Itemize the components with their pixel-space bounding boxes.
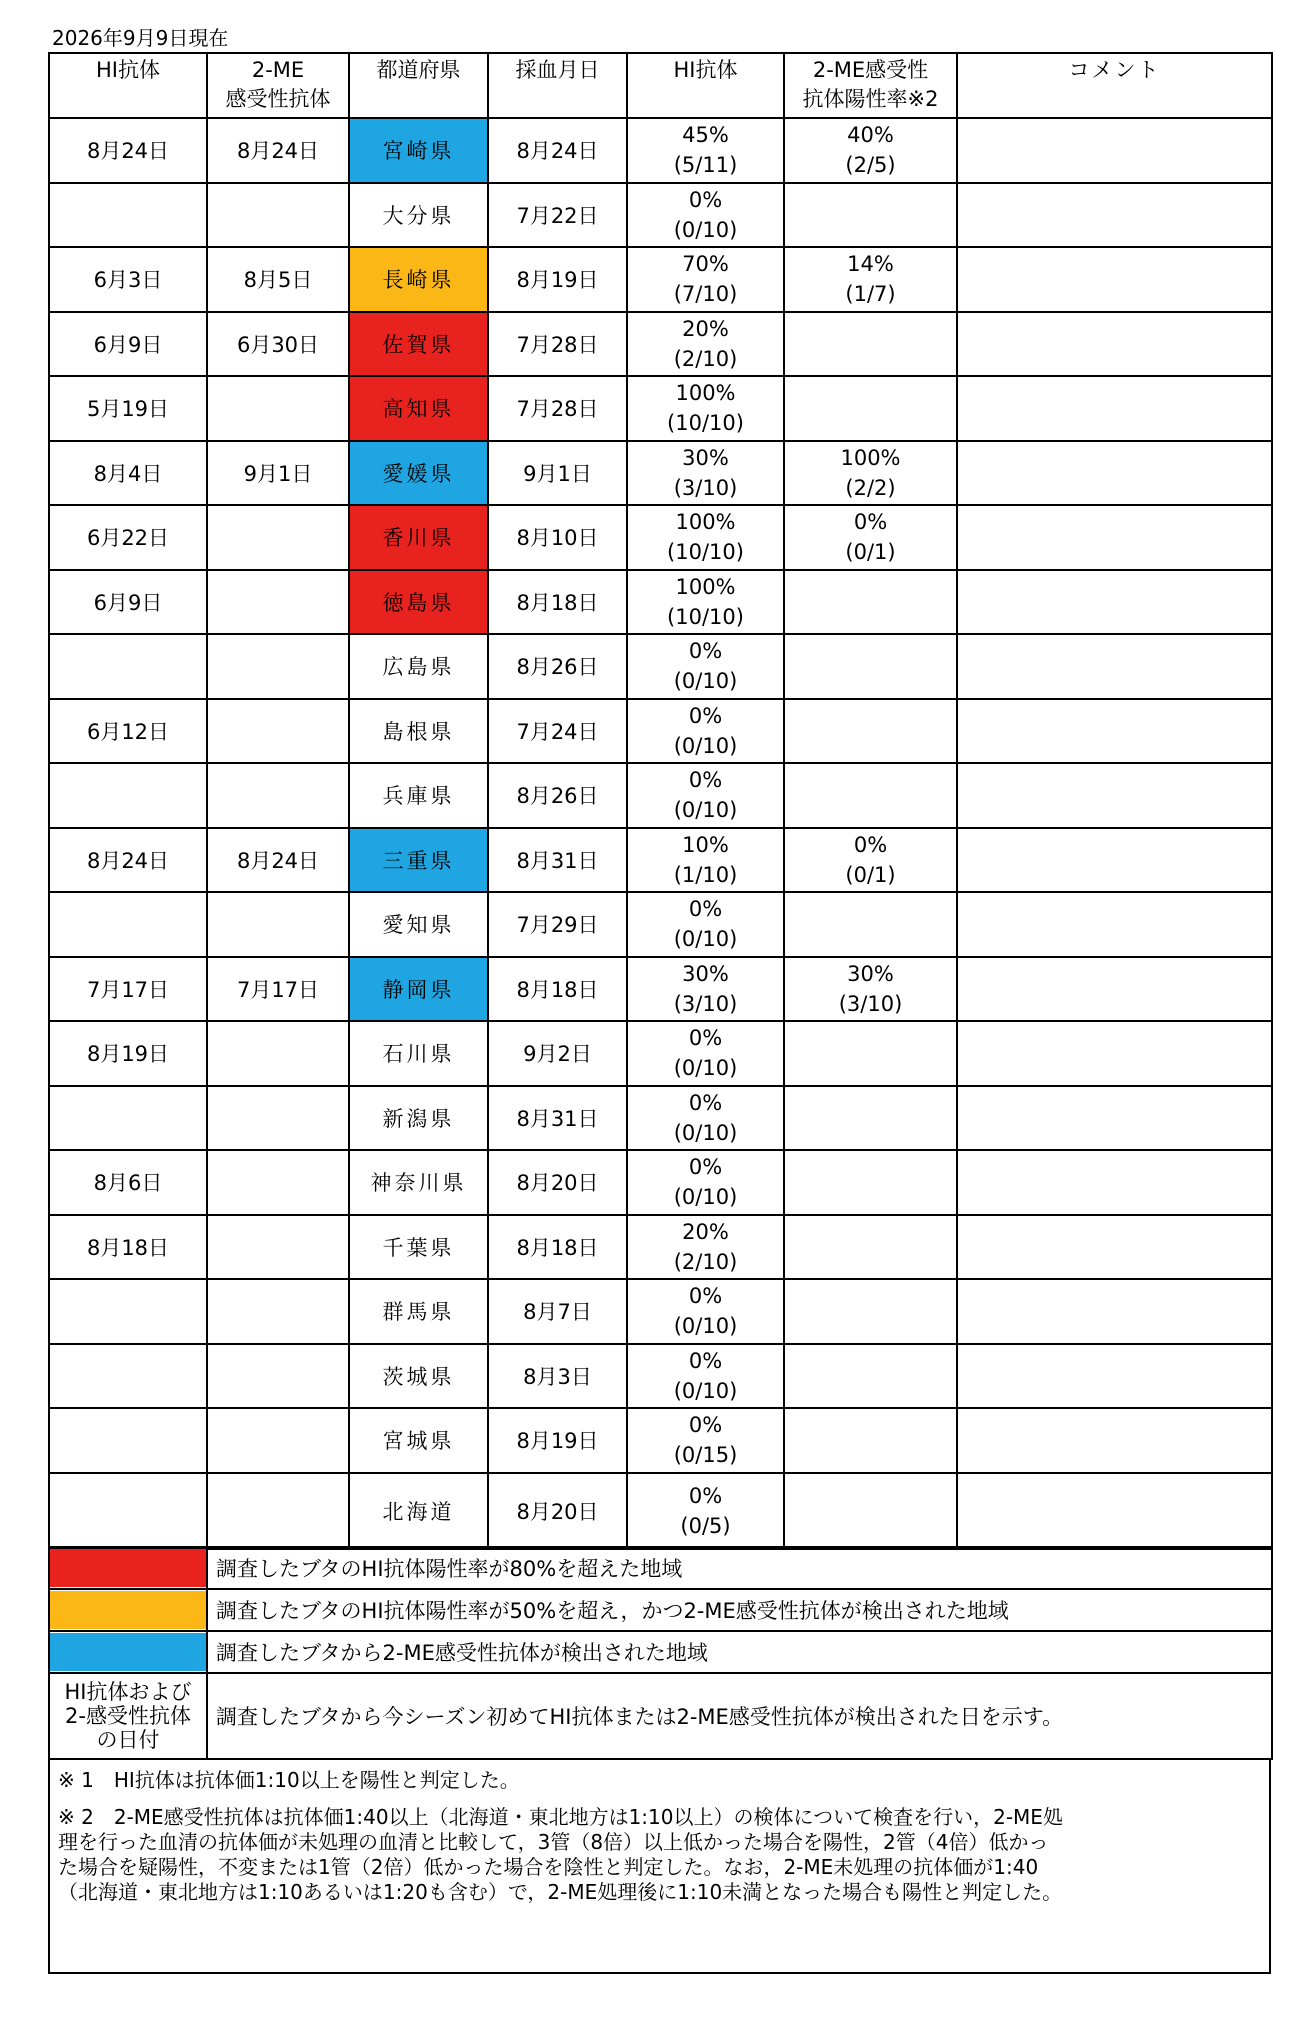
me-rate-cell <box>784 376 957 441</box>
table-row <box>49 570 1272 635</box>
header-me-rate: 2-ME感受性 抗体陽性率※2 <box>784 53 957 118</box>
prefecture-cell: 香川県 <box>349 505 488 570</box>
legend-text-red: 調査したブタのHI抗体陽性率が80%を超えた地域 <box>207 1547 1272 1589</box>
me-date-cell <box>207 1344 349 1409</box>
comment-cell <box>957 441 1272 506</box>
me-rate-cell <box>784 892 957 957</box>
comment-cell <box>957 1150 1272 1215</box>
table-row <box>49 957 1272 1022</box>
hi-antibody-cell: 30% (3/10) <box>627 441 784 506</box>
legend-date-label: HI抗体および 2-感受性抗体 の日付 <box>49 1673 207 1759</box>
prefecture-cell: 群馬県 <box>349 1279 488 1344</box>
me-date-cell <box>207 1473 349 1549</box>
hi-date-cell <box>49 1473 207 1549</box>
hi-date-cell: 8月18日 <box>49 1215 207 1280</box>
me-date-cell <box>207 699 349 764</box>
comment-cell <box>957 505 1272 570</box>
hi-date-cell: 6月12日 <box>49 699 207 764</box>
prefecture-cell: 徳島県 <box>349 570 488 635</box>
sample-date-cell: 7月29日 <box>488 892 627 957</box>
hi-antibody-cell: 20% (2/10) <box>627 1215 784 1280</box>
me-rate-cell <box>784 312 957 377</box>
me-rate-cell <box>784 763 957 828</box>
comment-cell <box>957 1086 1272 1151</box>
hi-date-cell: 7月17日 <box>49 957 207 1022</box>
hi-date-cell: 6月22日 <box>49 505 207 570</box>
notes-box <box>48 1760 1271 1974</box>
me-date-cell <box>207 1086 349 1151</box>
hi-antibody-cell: 0% (0/10) <box>627 763 784 828</box>
table-row <box>49 312 1272 377</box>
me-date-cell <box>207 1408 349 1473</box>
hi-date-cell: 8月4日 <box>49 441 207 506</box>
me-rate-cell <box>784 570 957 635</box>
prefecture-cell: 新潟県 <box>349 1086 488 1151</box>
legend-table <box>48 1546 1273 1760</box>
me-rate-cell <box>784 1344 957 1409</box>
date-line: 2026年9月9日現在 <box>52 26 229 50</box>
comment-cell <box>957 1473 1272 1549</box>
me-rate-cell <box>784 1150 957 1215</box>
comment-cell <box>957 376 1272 441</box>
sample-date-cell: 8月26日 <box>488 634 627 699</box>
table-row <box>49 441 1272 506</box>
comment-cell <box>957 1344 1272 1409</box>
hi-date-cell <box>49 634 207 699</box>
table-row <box>49 505 1272 570</box>
me-date-cell: 6月30日 <box>207 312 349 377</box>
sample-date-cell: 7月22日 <box>488 183 627 248</box>
table-row <box>49 1086 1272 1151</box>
table-row <box>49 376 1272 441</box>
hi-antibody-cell: 0% (0/10) <box>627 1021 784 1086</box>
sample-date-cell: 8月18日 <box>488 570 627 635</box>
me-rate-cell: 0% (0/1) <box>784 505 957 570</box>
me-rate-cell <box>784 183 957 248</box>
me-rate-cell: 40% (2/5) <box>784 118 957 183</box>
prefecture-cell: 兵庫県 <box>349 763 488 828</box>
header-row <box>49 53 1272 118</box>
prefecture-cell: 長崎県 <box>349 247 488 312</box>
me-date-cell: 8月5日 <box>207 247 349 312</box>
header-sample-date: 採血月日 <box>488 53 627 118</box>
comment-cell <box>957 828 1272 893</box>
comment-cell <box>957 957 1272 1022</box>
sample-date-cell: 8月20日 <box>488 1150 627 1215</box>
prefecture-cell: 千葉県 <box>349 1215 488 1280</box>
sample-date-cell: 8月18日 <box>488 1215 627 1280</box>
note-1: ※ 1 HI抗体は抗体価1:10以上を陽性と判定した。 <box>58 1768 520 1792</box>
header-me-date: 2-ME 感受性抗体 <box>207 53 349 118</box>
legend-swatch-blue <box>49 1631 207 1673</box>
legend-swatch-red <box>49 1547 207 1589</box>
me-date-cell <box>207 1021 349 1086</box>
comment-cell <box>957 699 1272 764</box>
hi-date-cell <box>49 1344 207 1409</box>
hi-date-cell: 8月6日 <box>49 1150 207 1215</box>
sample-date-cell: 9月1日 <box>488 441 627 506</box>
header-prefecture: 都道府県 <box>349 53 488 118</box>
sample-date-cell: 9月2日 <box>488 1021 627 1086</box>
me-rate-cell <box>784 1408 957 1473</box>
me-rate-cell: 100% (2/2) <box>784 441 957 506</box>
me-date-cell: 7月17日 <box>207 957 349 1022</box>
sample-date-cell: 8月31日 <box>488 828 627 893</box>
me-date-cell: 8月24日 <box>207 118 349 183</box>
header-comment: コメント <box>957 53 1272 118</box>
table-row <box>49 183 1272 248</box>
hi-antibody-cell: 10% (1/10) <box>627 828 784 893</box>
survey-table <box>48 52 1273 1550</box>
me-rate-cell: 30% (3/10) <box>784 957 957 1022</box>
table-row <box>49 634 1272 699</box>
prefecture-cell: 島根県 <box>349 699 488 764</box>
sample-date-cell: 8月3日 <box>488 1344 627 1409</box>
me-rate-cell <box>784 1215 957 1280</box>
comment-cell <box>957 1279 1272 1344</box>
hi-date-cell <box>49 892 207 957</box>
comment-cell <box>957 1215 1272 1280</box>
hi-date-cell: 6月3日 <box>49 247 207 312</box>
sample-date-cell: 8月24日 <box>488 118 627 183</box>
table-row <box>49 118 1272 183</box>
hi-date-cell <box>49 1408 207 1473</box>
comment-cell <box>957 1408 1272 1473</box>
prefecture-cell: 宮崎県 <box>349 118 488 183</box>
table-row <box>49 247 1272 312</box>
comment-cell <box>957 1021 1272 1086</box>
prefecture-cell: 広島県 <box>349 634 488 699</box>
hi-antibody-cell: 0% (0/5) <box>627 1473 784 1549</box>
prefecture-cell: 宮城県 <box>349 1408 488 1473</box>
hi-date-cell <box>49 1279 207 1344</box>
hi-antibody-cell: 45% (5/11) <box>627 118 784 183</box>
me-date-cell <box>207 183 349 248</box>
table-row <box>49 892 1272 957</box>
hi-antibody-cell: 0% (0/10) <box>627 1086 784 1151</box>
me-rate-cell <box>784 1086 957 1151</box>
hi-date-cell <box>49 183 207 248</box>
me-rate-cell <box>784 634 957 699</box>
hi-antibody-cell: 100% (10/10) <box>627 505 784 570</box>
table-row <box>49 1215 1272 1280</box>
hi-antibody-cell: 30% (3/10) <box>627 957 784 1022</box>
table-row <box>49 1408 1272 1473</box>
me-date-cell <box>207 570 349 635</box>
hi-antibody-cell: 0% (0/10) <box>627 183 784 248</box>
sample-date-cell: 8月26日 <box>488 763 627 828</box>
hi-date-cell <box>49 1086 207 1151</box>
hi-antibody-cell: 0% (0/10) <box>627 1344 784 1409</box>
table-row <box>49 1021 1272 1086</box>
comment-cell <box>957 634 1272 699</box>
hi-date-cell: 6月9日 <box>49 570 207 635</box>
me-rate-cell <box>784 1473 957 1549</box>
me-date-cell <box>207 1279 349 1344</box>
hi-antibody-cell: 0% (0/15) <box>627 1408 784 1473</box>
me-date-cell: 8月24日 <box>207 828 349 893</box>
hi-date-cell: 6月9日 <box>49 312 207 377</box>
prefecture-cell: 石川県 <box>349 1021 488 1086</box>
prefecture-cell: 静岡県 <box>349 957 488 1022</box>
me-rate-cell <box>784 1021 957 1086</box>
me-date-cell <box>207 892 349 957</box>
me-rate-cell: 14% (1/7) <box>784 247 957 312</box>
sample-date-cell: 8月10日 <box>488 505 627 570</box>
legend-text-orange: 調査したブタのHI抗体陽性率が50%を超え，かつ2-ME感受性抗体が検出された地域 <box>207 1589 1272 1631</box>
comment-cell <box>957 118 1272 183</box>
me-date-cell <box>207 763 349 828</box>
hi-antibody-cell: 100% (10/10) <box>627 570 784 635</box>
prefecture-cell: 愛知県 <box>349 892 488 957</box>
legend-row-date <box>49 1673 1272 1759</box>
comment-cell <box>957 892 1272 957</box>
sample-date-cell: 8月18日 <box>488 957 627 1022</box>
sample-date-cell: 8月20日 <box>488 1473 627 1549</box>
hi-antibody-cell: 100% (10/10) <box>627 376 784 441</box>
hi-date-cell: 8月24日 <box>49 828 207 893</box>
header-hi-antibody: HI抗体 <box>627 53 784 118</box>
hi-antibody-cell: 0% (0/10) <box>627 699 784 764</box>
table-row <box>49 763 1272 828</box>
prefecture-cell: 佐賀県 <box>349 312 488 377</box>
legend-row-orange <box>49 1589 1272 1631</box>
sample-date-cell: 8月7日 <box>488 1279 627 1344</box>
hi-date-cell: 8月19日 <box>49 1021 207 1086</box>
prefecture-cell: 神奈川県 <box>349 1150 488 1215</box>
me-date-cell <box>207 505 349 570</box>
me-date-cell <box>207 1150 349 1215</box>
header-hi-date: HI抗体 <box>49 53 207 118</box>
hi-date-cell <box>49 763 207 828</box>
note-2: ※ 2 2-ME感受性抗体は抗体価1:40以上（北海道・東北地方は1:10以上）の検体について検査を行い，2-ME処 理を行った血清の抗体価が未処理の血清と比較して，3管（8倍）以上低かった場合を陽性，2管（4倍）低かっ た場合を疑陽性，不変または1管（2倍）低かった場合を陰性と判定した。なお，2-ME未処理の抗体価が1:40 （北海道・東北地方は1:10あるいは1:20も含む）で，2-ME処理後に1:10未満となった場合も陽性と判定した。 <box>58 1805 1063 1904</box>
table-row <box>49 699 1272 764</box>
prefecture-cell: 北海道 <box>349 1473 488 1549</box>
me-date-cell <box>207 634 349 699</box>
sample-date-cell: 8月19日 <box>488 1408 627 1473</box>
hi-date-cell: 5月19日 <box>49 376 207 441</box>
sample-date-cell: 7月28日 <box>488 312 627 377</box>
prefecture-cell: 愛媛県 <box>349 441 488 506</box>
table-row <box>49 1344 1272 1409</box>
hi-antibody-cell: 70% (7/10) <box>627 247 784 312</box>
legend-date-text: 調査したブタから今シーズン初めてHI抗体または2-ME感受性抗体が検出された日を示す。 <box>207 1673 1272 1759</box>
sample-date-cell: 8月31日 <box>488 1086 627 1151</box>
comment-cell <box>957 312 1272 377</box>
hi-date-cell: 8月24日 <box>49 118 207 183</box>
table-row <box>49 1279 1272 1344</box>
prefecture-cell: 三重県 <box>349 828 488 893</box>
sample-date-cell: 7月28日 <box>488 376 627 441</box>
sample-date-cell: 7月24日 <box>488 699 627 764</box>
me-rate-cell <box>784 1279 957 1344</box>
comment-cell <box>957 247 1272 312</box>
prefecture-cell: 大分県 <box>349 183 488 248</box>
table-row <box>49 828 1272 893</box>
me-rate-cell <box>784 699 957 764</box>
hi-antibody-cell: 20% (2/10) <box>627 312 784 377</box>
legend-swatch-orange <box>49 1589 207 1631</box>
hi-antibody-cell: 0% (0/10) <box>627 892 784 957</box>
sample-date-cell: 8月19日 <box>488 247 627 312</box>
comment-cell <box>957 570 1272 635</box>
me-date-cell: 9月1日 <box>207 441 349 506</box>
comment-cell <box>957 183 1272 248</box>
me-date-cell <box>207 1215 349 1280</box>
hi-antibody-cell: 0% (0/10) <box>627 1279 784 1344</box>
legend-text-blue: 調査したブタから2-ME感受性抗体が検出された地域 <box>207 1631 1272 1673</box>
me-date-cell <box>207 376 349 441</box>
table-row <box>49 1150 1272 1215</box>
comment-cell <box>957 763 1272 828</box>
me-rate-cell: 0% (0/1) <box>784 828 957 893</box>
table-row <box>49 1473 1272 1549</box>
legend-row-blue <box>49 1631 1272 1673</box>
prefecture-cell: 高知県 <box>349 376 488 441</box>
legend-row-red <box>49 1547 1272 1589</box>
hi-antibody-cell: 0% (0/10) <box>627 1150 784 1215</box>
prefecture-cell: 茨城県 <box>349 1344 488 1409</box>
hi-antibody-cell: 0% (0/10) <box>627 634 784 699</box>
